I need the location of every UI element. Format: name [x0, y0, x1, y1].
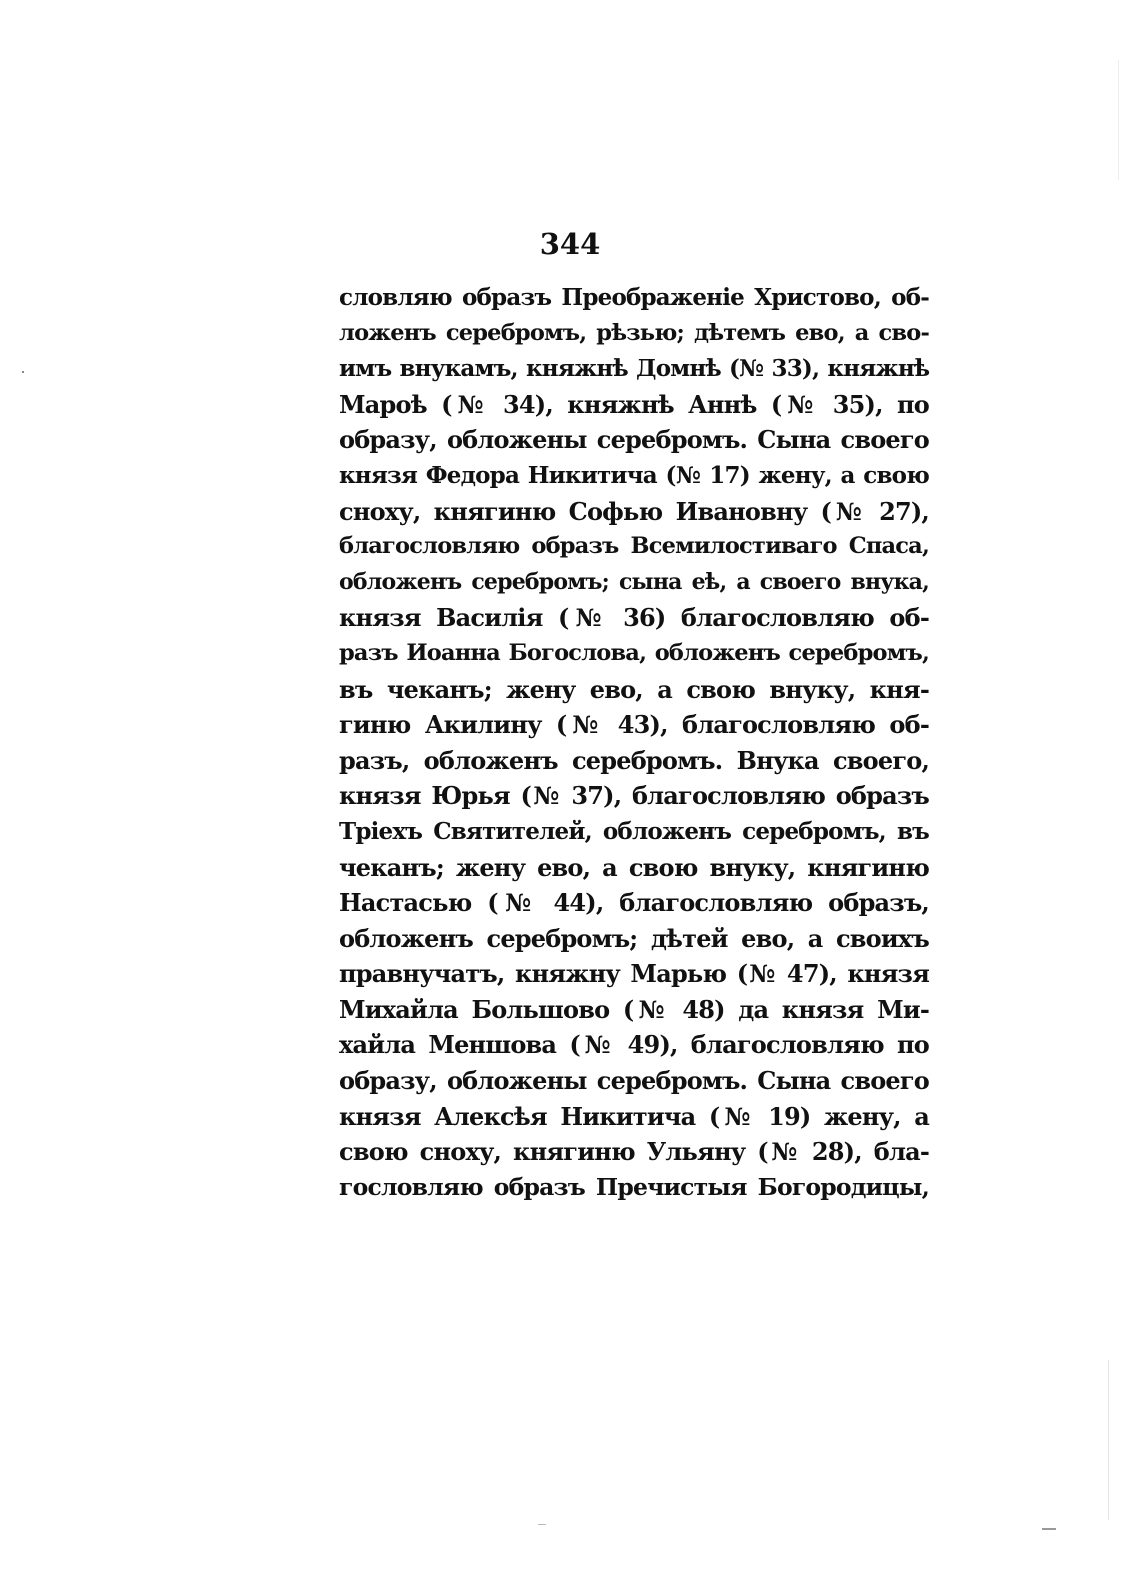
- text-line: Тріехъ Святителей, обложенъ серебромъ, въ: [339, 817, 929, 845]
- scan-speck: [1042, 1528, 1056, 1530]
- text-line: разъ, обложенъ серебромъ. Внука своего,: [339, 745, 929, 775]
- text-line: князя Юрья (№ 37), благословляю образъ: [339, 781, 929, 811]
- text-line: словляю образъ Преображеніе Христово, об-: [339, 284, 929, 311]
- text-line: Мароѣ (№ 34), княжнѣ Аннѣ (№ 35), по: [339, 389, 929, 419]
- text-line: гословляю образъ Пречистыя Богородицы,: [339, 1172, 929, 1201]
- text-line: образу, обложены серебромъ. Сына своего: [339, 425, 929, 455]
- text-line: образу, обложены серебромъ. Сына своего: [339, 1066, 929, 1096]
- text-line: благословляю образъ Всемилостиваго Спаса,: [339, 533, 929, 560]
- page-number: 344: [539, 227, 601, 261]
- text-line: сноху, княгиню Софью Ивановну (№ 27),: [339, 496, 929, 526]
- text-line: князя Федора Никитича (№ 17) жену, а свою: [339, 461, 929, 489]
- text-line: обложенъ серебромъ; дѣтей ево, а своихъ: [339, 923, 929, 953]
- text-line: ложенъ серебромъ, рѣзью; дѣтемъ ево, а сво-: [339, 319, 929, 346]
- text-line: Михайла Большово (№ 48) да князя Ми-: [339, 994, 929, 1024]
- body-text: [339, 280, 929, 1205]
- scan-speck: [1108, 1360, 1109, 1520]
- text-line: чеканъ; жену ево, а свою внуку, княгиню: [339, 852, 929, 882]
- text-line: имъ внукамъ, княжнѣ Домнѣ (№ 33), княжнѣ: [339, 355, 930, 383]
- scan-speck: [22, 371, 24, 373]
- text-line: обложенъ серебромъ; сына еѣ, а своего внука,: [339, 568, 929, 595]
- text-line: князя Алексѣя Никитича (№ 19) жену, а: [339, 1101, 929, 1131]
- text-line: въ чеканъ; жену ево, а свою внуку, кня-: [339, 674, 929, 704]
- text-line: правнучатъ, княжну Марью (№ 47), князя: [339, 959, 929, 989]
- text-line: свою сноху, княгиню Ульяну (№ 28), бла-: [339, 1137, 929, 1167]
- text-line: разъ Иоанна Богослова, обложенъ серебромъ,: [339, 639, 929, 666]
- text-line: гиню Акилину (№ 43), благословляю об-: [339, 710, 929, 740]
- scan-speck: [538, 1524, 546, 1525]
- scan-speck: [1118, 60, 1119, 180]
- text-line: Настасью (№ 44), благословляю образъ,: [339, 888, 929, 918]
- text-line: хайла Меншова (№ 49), благословляю по: [339, 1030, 929, 1060]
- text-line: князя Василія (№ 36) благословляю об-: [339, 603, 929, 633]
